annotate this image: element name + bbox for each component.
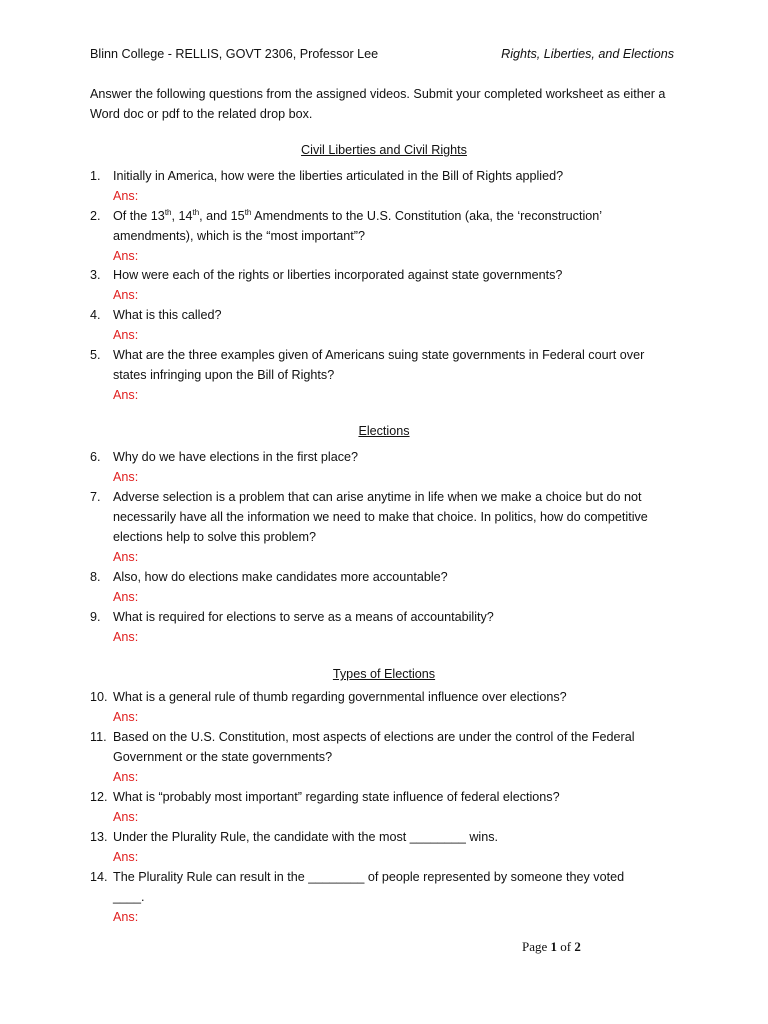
- page-number: Page 1 of 2: [522, 939, 581, 954]
- answer-label: Ans:: [113, 910, 139, 924]
- answer-label: Ans:: [113, 810, 139, 824]
- question-text: Adverse selection is a problem that can arise anytime in life when we make a choice but do not necessarily have all the information we need to make that choice. In politics, how do competitive elections help to solve this problem?: [113, 490, 648, 544]
- question-text: Of the 13th, 14th, and 15th Amendments to the U.S. Constitution (aka, the ‘reconstruction’ amendments), which is the “most important”?: [113, 207, 602, 243]
- question-text: How were each of the rights or liberties incorporated against state governments?: [113, 268, 563, 282]
- question-9: [90, 607, 650, 647]
- question-6: [90, 447, 650, 487]
- question-text: Initially in America, how were the liberties articulated in the Bill of Rights applied?: [113, 169, 564, 183]
- question-8: [90, 567, 650, 607]
- instructions: Answer the following questions from the assigned videos. Submit your completed worksheet as either a Word doc or pdf to the related drop box.: [90, 87, 666, 121]
- question-7: [90, 487, 650, 567]
- question-text: Based on the U.S. Constitution, most aspects of elections are under the control of the Federal Government or the state governments?: [113, 730, 635, 764]
- question-4: [90, 305, 650, 345]
- section-title-types-of-elections: Types of Elections: [332, 667, 436, 681]
- answer-label: Ans:: [113, 630, 139, 644]
- question-text: The Plurality Rule can result in the ________ of people represented by someone they voted ____.: [113, 870, 625, 904]
- question-number: 8.: [90, 570, 101, 584]
- question-10: [90, 687, 650, 727]
- question-2: [90, 206, 650, 266]
- question-14: [90, 867, 650, 927]
- question-number: 14.: [90, 870, 108, 884]
- question-number: 6.: [90, 450, 101, 464]
- answer-label: Ans:: [113, 249, 139, 263]
- question-text: What is required for elections to serve as a means of accountability?: [113, 610, 494, 624]
- question-number: 1.: [90, 169, 101, 183]
- question-12: [90, 787, 650, 827]
- question-text: Why do we have elections in the first place?: [113, 450, 359, 464]
- question-5: [90, 345, 650, 405]
- question-13: [90, 827, 650, 867]
- question-number: 11.: [90, 730, 107, 744]
- answer-label: Ans:: [113, 590, 139, 604]
- section-title-civil-liberties: Civil Liberties and Civil Rights: [301, 143, 467, 157]
- question-11: [90, 727, 650, 787]
- question-text: Also, how do elections make candidates more accountable?: [113, 570, 448, 584]
- question-text: What is a general rule of thumb regarding governmental influence over elections?: [113, 690, 567, 704]
- section-title-elections: Elections: [358, 424, 410, 438]
- question-number: 9.: [90, 610, 101, 624]
- question-number: 12.: [90, 790, 108, 804]
- question-text: What are the three examples given of Americans suing state governments in Federal court over states infringing upon the Bill of Rights?: [113, 348, 645, 382]
- question-number: 13.: [90, 830, 108, 844]
- question-number: 3.: [90, 268, 101, 282]
- question-number: 4.: [90, 308, 101, 322]
- question-text: What is this called?: [113, 308, 222, 322]
- answer-label: Ans:: [113, 550, 139, 564]
- answer-label: Ans:: [113, 328, 139, 342]
- answer-label: Ans:: [113, 770, 139, 784]
- header-topic: Rights, Liberties, and Elections: [501, 47, 674, 61]
- question-number: 2.: [90, 209, 101, 223]
- question-text: Under the Plurality Rule, the candidate with the most ________ wins.: [113, 830, 499, 844]
- question-number: 7.: [90, 490, 101, 504]
- answer-label: Ans:: [113, 470, 139, 484]
- question-number: 5.: [90, 348, 101, 362]
- question-3: [90, 265, 650, 305]
- question-text: What is “probably most important” regarding state influence of federal elections?: [113, 790, 560, 804]
- question-number: 10.: [90, 690, 108, 704]
- answer-label: Ans:: [113, 388, 139, 402]
- answer-label: Ans:: [113, 850, 139, 864]
- header-course: Blinn College - RELLIS, GOVT 2306, Professor Lee: [90, 47, 379, 61]
- question-1: [90, 166, 650, 206]
- answer-label: Ans:: [113, 189, 139, 203]
- answer-label: Ans:: [113, 710, 139, 724]
- answer-label: Ans:: [113, 288, 139, 302]
